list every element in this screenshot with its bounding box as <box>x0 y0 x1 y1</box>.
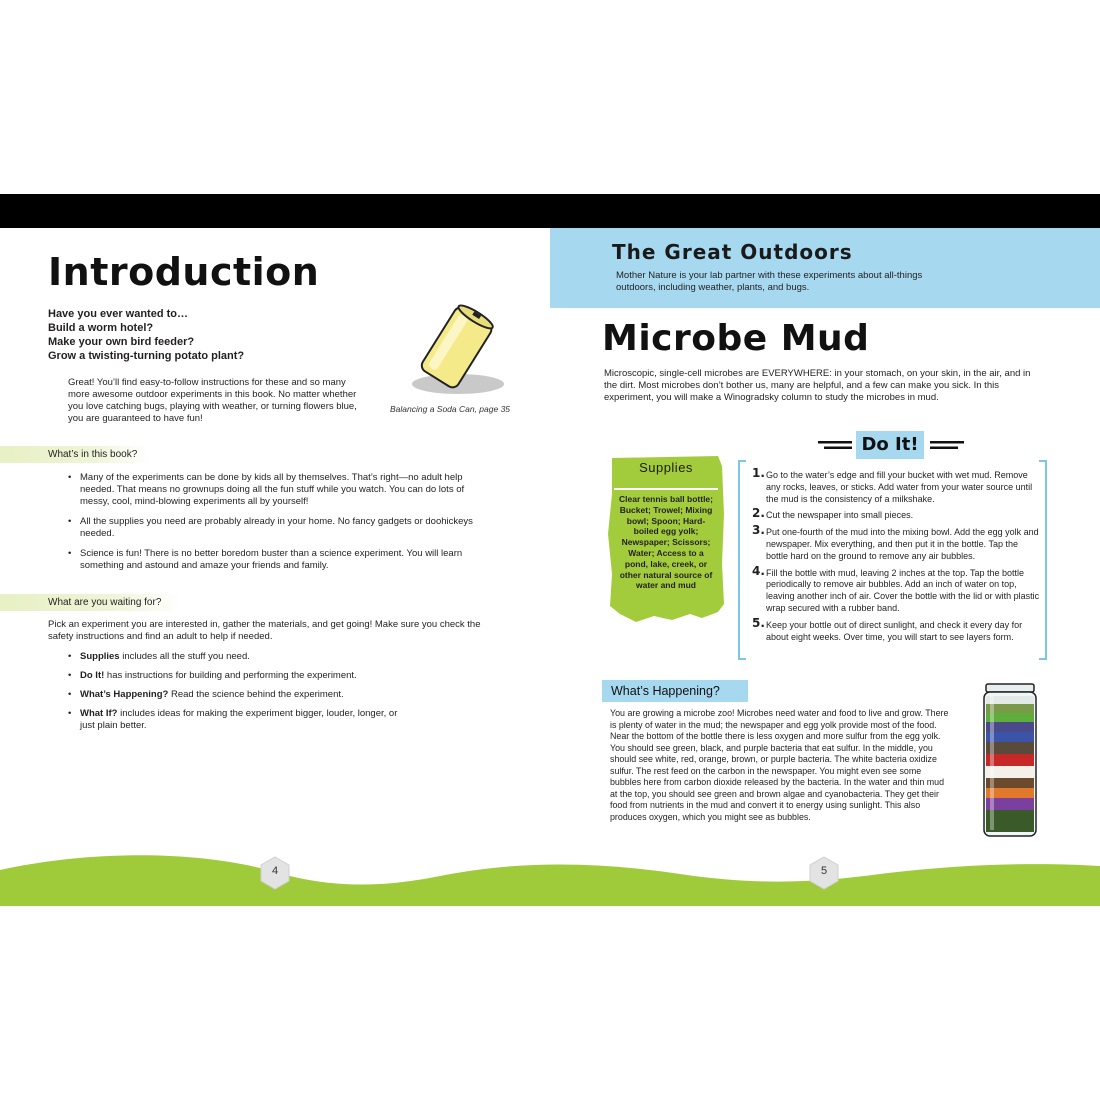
do-it-steps-box <box>738 460 1047 660</box>
winogradsky-column-illustration <box>980 682 1040 842</box>
section-subtitle: Mother Nature is your lab partner with these experiments about all-things outdoors, including weather, plants, and bugs. <box>616 270 923 293</box>
step-number: 5. <box>752 615 765 630</box>
do-it-header <box>818 430 968 462</box>
supplies-list: Clear tennis ball bottle; Bucket; Trowel; Mixing bowl; Spoon; Hard-boiled egg yolk; Newspaper; Scissors; Water; Access to a pond, lake, creek, or other natural source of water and mud <box>619 494 713 591</box>
section-title: The Great Outdoors <box>612 240 853 264</box>
step-number: 2. <box>752 506 765 521</box>
list-item <box>68 708 410 732</box>
page-number-right <box>808 856 840 890</box>
feature-term: Supplies <box>80 651 120 662</box>
list-item: • Science is fun! There is no better boredom buster than a science experiment. You will learn something and astound and amaze your friends and family. <box>68 548 488 572</box>
list-item <box>68 651 488 663</box>
supplies-heading: Supplies <box>639 460 693 475</box>
section-heading-waiting: What are you waiting for? <box>0 594 180 611</box>
step-item <box>752 466 1042 505</box>
soda-can-illustration <box>400 302 510 402</box>
step-text: Cut the newspaper into small pieces. <box>766 510 914 521</box>
question-line: Have you ever wanted to… <box>48 308 188 320</box>
feature-text: Read the science behind the experiment. <box>168 689 344 700</box>
section-heading-whats-in-book: What’s in this book? <box>0 446 150 463</box>
page-title-microbe-mud: Microbe Mud <box>602 318 870 359</box>
list-item: • All the supplies you need are probably already in your home. No fancy gadgets or doohickeys needed. <box>68 516 488 540</box>
page-title-introduction: Introduction <box>48 250 320 294</box>
step-number: 1. <box>752 466 765 480</box>
step-text: Put one-fourth of the mud into the mixing bowl. Add the egg yolk and newspaper. Mix everything, and then put it in the bottle. Tap the bottle hard on the ground to remove any air bubbles. <box>766 527 1039 561</box>
do-it-steps-list <box>752 466 1042 648</box>
page-number-left <box>259 856 291 890</box>
page-number-text: 4 <box>271 865 279 877</box>
step-item <box>752 615 1042 644</box>
page-number-text: 5 <box>820 865 828 877</box>
waiting-paragraph: Pick an experiment you are interested in, gather the materials, and get going! Make sure you check the safety instructions and find an adult to help if needed. <box>48 619 481 642</box>
feature-text: includes ideas for making the experiment bigger, louder, longer, or just plain better. <box>80 708 398 731</box>
left-dash-lines <box>818 438 852 452</box>
book-spread <box>0 228 1100 906</box>
feature-text: includes all the stuff you need. <box>119 651 250 662</box>
feature-term: What If? <box>80 708 118 719</box>
step-text: Go to the water’s edge and fill your bucket with wet mud. Remove any rocks, leaves, or sticks. Add water from your water source until the mud is the consistency of a milkshake. <box>766 470 1033 504</box>
step-text: Fill the bottle with mud, leaving 2 inches at the top. Tap the bottle periodically to remove air bubbles. Add an inch of water on top, leaving another inch of air. Cover the bottle with the lid or with plastic wrap secured with a rubber band. <box>766 567 1040 613</box>
list-item <box>68 689 488 701</box>
whats-happening-paragraph: You are growing a microbe zoo! Microbes need water and food to live and grow. There is plenty of water in the mud; the newspaper and egg yolk provide most of the food. Near the bottom of the bottle there is less oxygen and more sulfur from the egg yolk. You should see green, black, and purple bacteria that eat sulfur. In the middle, you should see white, red, orange, brown, or purple bacteria. The white bacteria oxidize sulfur. The rest feed on the carbon in the newspaper. You might even see some bubbles here from carbon dioxide released by the bacteria. In the water and thin mud at the top, you should see green and brown algae and cyanobacteria. They get their food from nutrients in the mud and convert it to energy using sunlight. This also produces oxygen, which you might see as bubbles. <box>610 708 949 822</box>
do-it-heading: Do It! <box>856 431 924 459</box>
question-line: Build a worm hotel? <box>48 322 154 334</box>
step-item <box>752 563 1042 615</box>
step-number: 3. <box>752 523 765 538</box>
supplies-box <box>606 454 726 624</box>
feature-term: What’s Happening? <box>80 689 169 700</box>
question-line: Grow a twisting-turning potato plant? <box>48 350 245 362</box>
list-item <box>68 670 488 682</box>
grass-footer <box>0 848 1100 906</box>
step-item <box>752 506 1042 522</box>
section-banner <box>550 228 1100 308</box>
book-features-list <box>68 651 488 739</box>
image-caption: Balancing a Soda Can, page 35 <box>390 404 511 414</box>
right-dash-lines <box>930 438 964 452</box>
question-line: Make your own bird feeder? <box>48 336 195 348</box>
feature-term: Do It! <box>80 670 105 681</box>
whats-in-book-list <box>68 472 488 580</box>
microbe-intro-paragraph: Microscopic, single-cell microbes are EVERYWHERE: in your stomach, on your skin, in the air, and in the dirt. Most microbes don’t bother us, many are helpful, and a few can make you sick. In this experiment, you will make a Winogradsky column to study the microbes in mud. <box>604 368 1031 403</box>
feature-text: has instructions for building and performing the experiment. <box>104 670 357 681</box>
step-text: Keep your bottle out of direct sunlight, and check it every day for about eight weeks. Over time, you will start to see layers form. <box>766 619 1023 642</box>
list-item: • Many of the experiments can be done by kids all by themselves. That’s right—no adult help needed. That means no grownups doing all the fun stuff while you watch. You can do lots of messy, cool, mind-blowing experiments all by yourself! <box>68 472 488 508</box>
intro-questions <box>48 307 244 363</box>
step-number: 4. <box>752 563 765 578</box>
intro-paragraph: Great! You’ll find easy-to-follow instructions for these and so many more awesome outdoor experiments in this book. No matter whether you love catching bugs, playing with weather, or turning flowers blue, you are guaranteed to have fun! <box>68 377 357 424</box>
whats-happening-heading: What’s Happening? <box>602 680 748 702</box>
step-item <box>752 523 1042 562</box>
top-black-bar <box>0 194 1100 228</box>
